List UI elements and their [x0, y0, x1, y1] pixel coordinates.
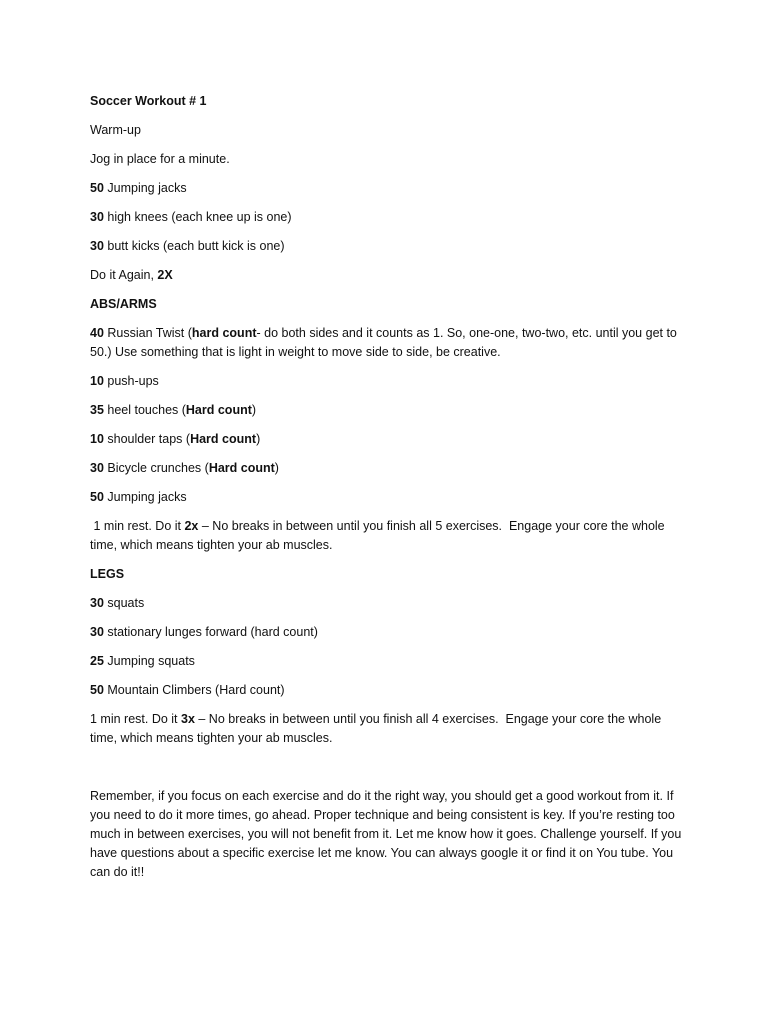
paragraph-spacer: [90, 758, 690, 787]
rep-count: 40: [90, 326, 104, 340]
rest-note: – No breaks in between until you finish all 4 exercises. Engage your core the whole time, which means tighten your ab muscles.: [90, 712, 665, 745]
warmup-item-butt-kicks: [90, 237, 690, 256]
rep-count: 10: [90, 374, 104, 388]
rep-count: 10: [90, 432, 104, 446]
exercise-text: butt kicks (each butt kick is one): [103, 239, 285, 253]
exercise-text: high knees (each knee up is one): [103, 210, 292, 224]
abs-item-shoulder-taps: [90, 430, 690, 449]
exercise-text: Russian Twist (: [103, 326, 192, 340]
abs-item-russian-twist: [90, 324, 690, 362]
rest-note: – No breaks in between until you finish all 5 exercises. Engage your core the whole time, which means tighten your ab muscles.: [90, 519, 669, 552]
rep-count: 30: [90, 596, 104, 610]
document-title: Soccer Workout # 1: [90, 94, 207, 108]
warmup-heading: Warm-up: [90, 123, 141, 137]
legs-heading: LEGS: [90, 567, 125, 581]
legs-item-mountain-climbers: [90, 681, 690, 700]
rep-count: 30: [90, 239, 104, 253]
rep-count: 50: [90, 181, 104, 195]
rest-sets: 3x: [181, 712, 195, 726]
count-type: Hard count: [190, 432, 257, 446]
count-type: hard count: [191, 326, 257, 340]
abs-item-bicycle-crunches: [90, 459, 690, 478]
repeat-count: 2X: [157, 268, 173, 282]
rep-count: 30: [90, 210, 104, 224]
rest-text: 1 min rest. Do it: [90, 712, 181, 726]
warmup-item-high-knees: [90, 208, 690, 227]
rest-text: 1 min rest. Do it: [90, 519, 185, 533]
count-type: Hard count: [185, 403, 252, 417]
legs-item-jumping-squats: [90, 652, 690, 671]
exercise-text: push-ups: [103, 374, 159, 388]
rep-count: 50: [90, 490, 104, 504]
rep-count: 25: [90, 654, 104, 668]
exercise-text: heel touches (: [103, 403, 186, 417]
abs-item-pushups: [90, 372, 690, 391]
warmup-repeat: [90, 266, 690, 285]
rest-sets: 2x: [184, 519, 199, 533]
abs-rest-instructions: [90, 517, 690, 555]
count-type: Hard count: [208, 461, 275, 475]
abs-arms-heading: ABS/ARMS: [90, 297, 157, 311]
exercise-note: - do both sides and it counts as 1. So, one-one, two-two, etc. until you get to 50.) Use something that is light in weight to move side to side, be creative.: [90, 326, 681, 359]
repeat-text: Do it Again,: [90, 268, 158, 282]
exercise-text: Jumping jacks: [103, 490, 187, 504]
document-page: [90, 92, 690, 892]
rep-count: 50: [90, 683, 104, 697]
abs-item-jumping-jacks: [90, 488, 690, 507]
exercise-close: ): [256, 432, 261, 446]
exercise-text: shoulder taps (: [103, 432, 191, 446]
exercise-close: ): [274, 461, 279, 475]
warmup-jog: Jog in place for a minute.: [90, 152, 230, 166]
rep-count: 35: [90, 403, 104, 417]
rep-count: 30: [90, 461, 104, 475]
legs-item-squats: [90, 594, 690, 613]
exercise-text: squats: [103, 596, 145, 610]
legs-item-lunges: [90, 623, 690, 642]
abs-item-heel-touches: [90, 401, 690, 420]
exercise-text: Bicycle crunches (: [103, 461, 209, 475]
exercise-close: ): [251, 403, 257, 417]
rep-count: 30: [90, 625, 104, 639]
exercise-text: Jumping squats: [103, 654, 195, 668]
closing-paragraph: Remember, if you focus on each exercise and do it the right way, you should get a good workout from it. If you need to do it more times, go ahead. Proper technique and being consistent is key. If you’re resting too much in between exercises, you will not benefit from it. Let me know how it goes. Challenge yourself. If you have questions about a specific exercise let me know. You can always google it or find it on You tube. You can do it!!: [90, 789, 685, 879]
exercise-text: Jumping jacks: [103, 181, 187, 195]
exercise-text: Mountain Climbers (Hard count): [103, 683, 285, 697]
exercise-text: stationary lunges forward (hard count): [103, 625, 318, 639]
warmup-item-jumping-jacks: [90, 179, 690, 198]
legs-rest-instructions: [90, 710, 690, 748]
